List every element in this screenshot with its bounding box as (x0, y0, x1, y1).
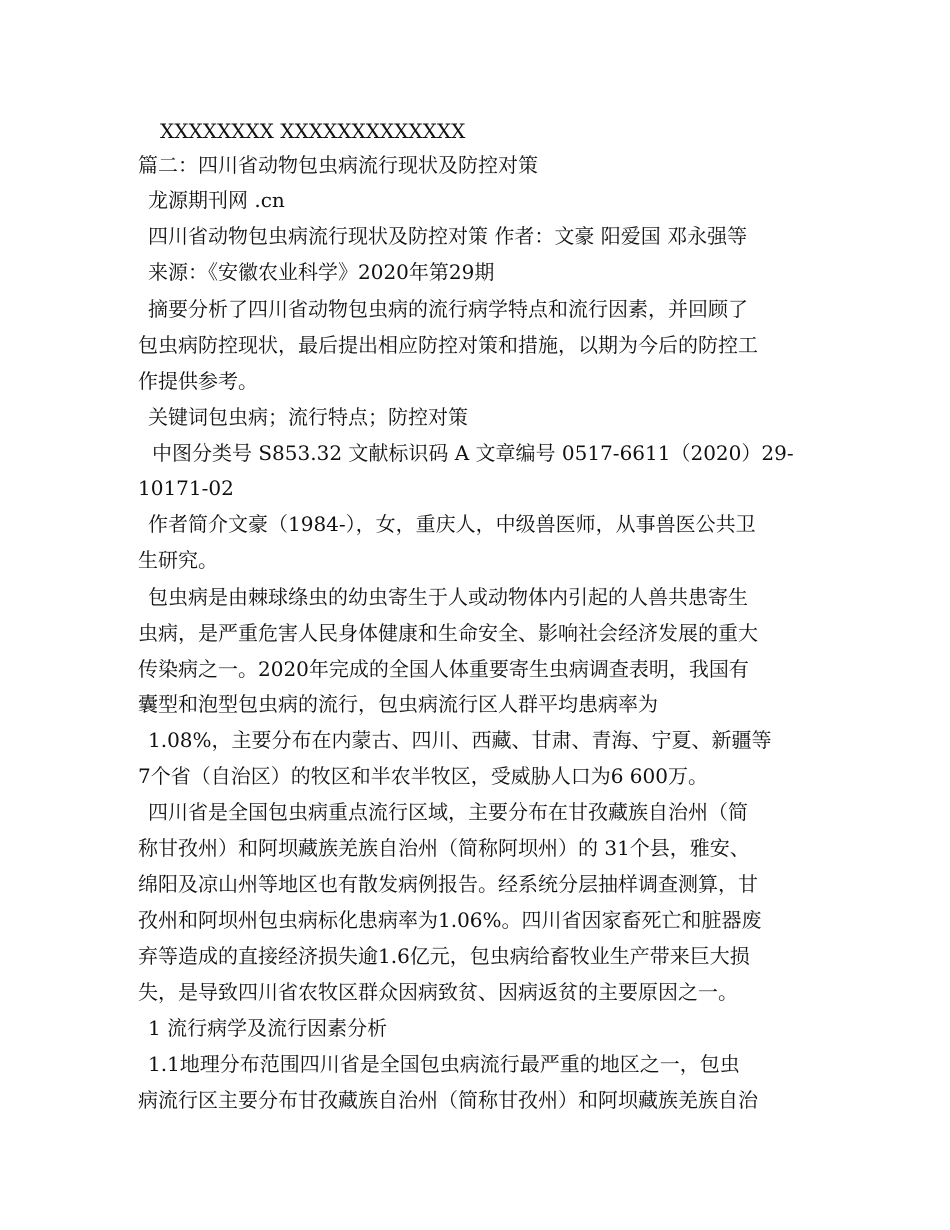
abstract-line: 摘要分析了四川省动物包虫病的流行病学特点和流行因素，并回顾了 (148, 297, 748, 321)
section-heading: 1 流行病学及流行因素分析 (148, 1016, 388, 1040)
body-paragraph-line: 包虫病是由棘球绦虫的幼虫寄生于人或动物体内引起的人兽共患寄生 (148, 585, 748, 609)
source-site: 龙源期刊网 .cn (148, 188, 285, 212)
source-journal: 来源：《安徽农业科学》2020年第29期 (148, 260, 495, 284)
classification-line: 中图分类号 S853.32 文献标识码 A 文章编号 0517-6611（2020）29- (152, 441, 794, 465)
body-paragraph-line: 绵阳及凉山州等地区也有散发病例报告。经系统分层抽样调查测算，甘 (138, 872, 758, 896)
header-placeholder: XXXXXXXX XXXXXXXXXXXXX (160, 119, 466, 143)
body-paragraph-line: 四川省是全国包虫病重点流行区域，主要分布在甘孜藏族自治州（简 (148, 800, 748, 824)
body-paragraph-line: 囊型和泡型包虫病的流行，包虫病流行区人群平均患病率为 (138, 692, 658, 716)
body-paragraph-line: 称甘孜州）和阿坝藏族羌族自治州（简称阿坝州）的 31个县，雅安、 (138, 836, 750, 860)
body-paragraph-line: 失，是导致四川省农牧区群众因病致贫、因病返贫的主要原因之一。 (138, 980, 738, 1004)
body-paragraph-line: 弃等造成的直接经济损失逾1.6亿元，包虫病给畜牧业生产带来巨大损 (138, 944, 750, 968)
body-paragraph-line: 虫病，是严重危害人民身体健康和生命安全、影响社会经济发展的重大 (138, 621, 758, 645)
body-paragraph-line: 1.08%，主要分布在内蒙古、四川、西藏、甘肃、青海、宁夏、新疆等 (148, 728, 772, 752)
body-paragraph-line: 孜州和阿坝州包虫病标化患病率为1.06%。四川省因家畜死亡和脏器废 (138, 908, 762, 932)
abstract-line: 作提供参考。 (138, 369, 258, 393)
abstract-line: 包虫病防控现状，最后提出相应防控对策和措施，以期为今后的防控工 (138, 333, 758, 357)
classification-line: 10171-02 (138, 476, 234, 500)
body-paragraph-line: 传染病之一。2020年完成的全国人体重要寄生虫病调查表明，我国有 (138, 657, 749, 681)
title-authors-line: 四川省动物包虫病流行现状及防控对策 作者：文豪 阳爱国 邓永强等 (148, 224, 748, 248)
author-bio-line: 生研究。 (138, 548, 218, 572)
keywords-line: 关键词包虫病；流行特点；防控对策 (148, 405, 468, 429)
body-paragraph-line: 1.1地理分布范围四川省是全国包虫病流行最严重的地区之一，包虫 (148, 1052, 740, 1076)
body-paragraph-line: 病流行区主要分布甘孜藏族自治州（简称甘孜州）和阿坝藏族羌族自治 (138, 1088, 758, 1112)
body-paragraph-line: 7个省（自治区）的牧区和半农半牧区，受威胁人口为6 600万。 (138, 764, 708, 788)
article-heading: 篇二：四川省动物包虫病流行现状及防控对策 (138, 153, 538, 177)
author-bio-line: 作者简介文豪（1984-），女，重庆人，中级兽医师，从事兽医公共卫 (148, 512, 756, 536)
